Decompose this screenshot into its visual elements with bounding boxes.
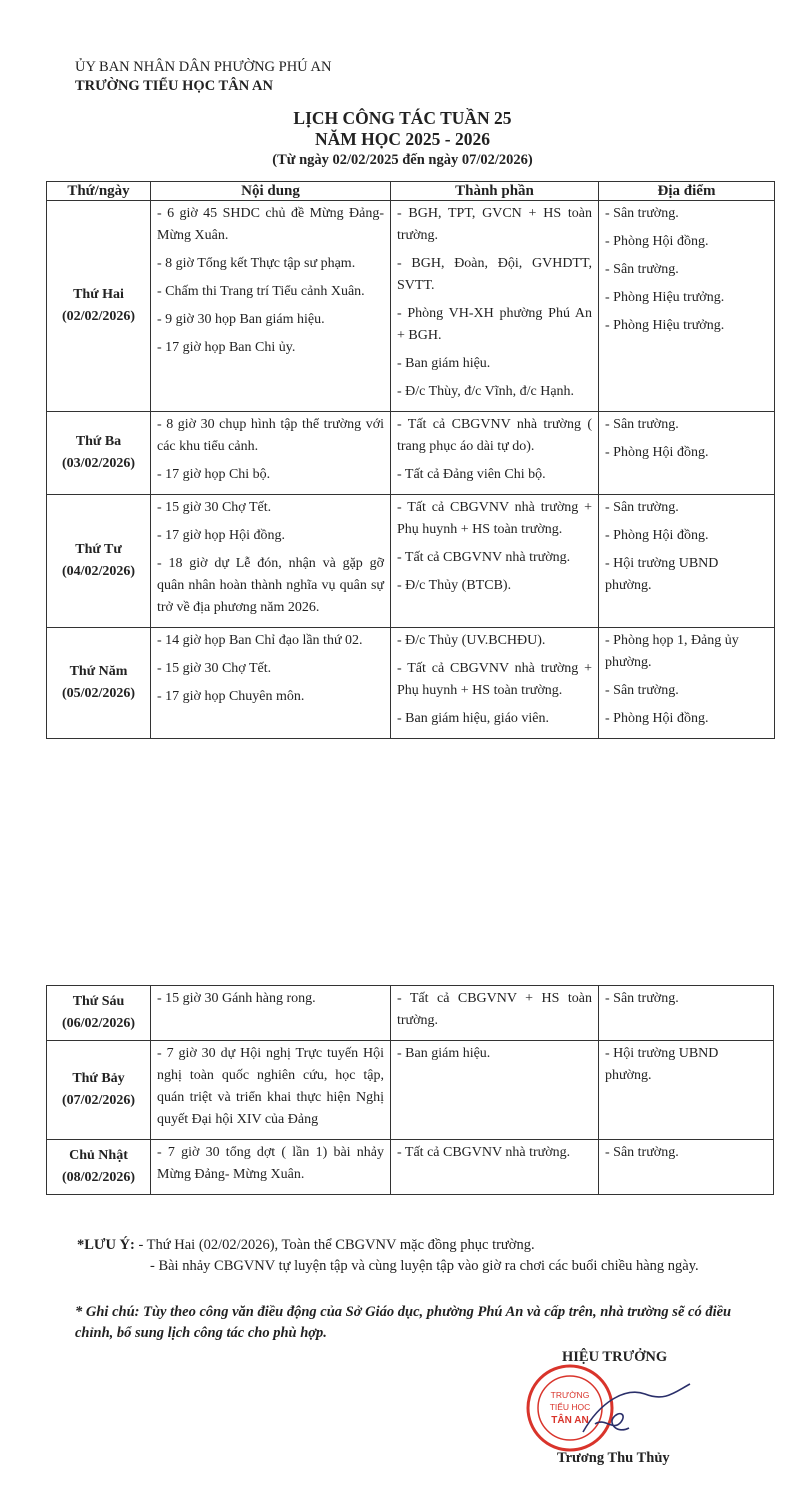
members-entry: - Đ/c Thủy (UV.BCHĐU). [397, 633, 546, 648]
day-date: (05/02/2026) [61, 686, 136, 701]
content-cell [151, 201, 391, 412]
table-header-row [47, 182, 775, 201]
seal-stamp-icon [528, 1366, 612, 1450]
content-entry: - 17 giờ họp Hội đồng. [157, 528, 285, 543]
members-entry: - Đ/c Thùy, đ/c Vĩnh, đ/c Hạnh. [397, 384, 575, 399]
organization-header [75, 58, 331, 96]
day-name: Chủ Nhật [69, 1148, 128, 1163]
members-cell [391, 628, 599, 739]
title-line-1: LỊCH CÔNG TÁC TUẦN 25 [293, 108, 512, 128]
day-date: (07/02/2026) [61, 1093, 136, 1108]
day-cell [47, 1140, 151, 1195]
day-row [47, 495, 775, 628]
place-entry: - Sân trường. [605, 1145, 679, 1160]
day-cell [47, 628, 151, 739]
members-entry: - BGH, Đoàn, Đội, GVHDTT, SVTT. [397, 256, 592, 293]
handwritten-signature [583, 1384, 690, 1432]
content-cell [151, 986, 391, 1041]
day-cell [47, 412, 151, 495]
signature-name: Trương Thu Thủy [557, 1450, 670, 1466]
content-entry: - 17 giờ họp Chuyên môn. [157, 689, 305, 704]
ghi-chu-note: * Ghi chú: Tùy theo công văn điều động của Sở Giáo dục, phường Phú An và cấp trên, nhà trường sẽ có điều chỉnh, bổ sung lịch công tác cho phù hợp. [75, 1304, 732, 1341]
place-cell [599, 1140, 774, 1195]
content-cell [151, 628, 391, 739]
place-entry: - Phòng Hội đồng. [605, 528, 709, 543]
day-date: (02/02/2026) [61, 309, 136, 324]
content-entry: - Chấm thi Trang trí Tiểu cảnh Xuân. [157, 284, 365, 299]
members-entry: - Tất cả CBGVNV + HS toàn trường. [397, 991, 592, 1028]
content-cell [151, 1140, 391, 1195]
header-day: Thứ/ngày [47, 182, 151, 201]
place-cell [599, 986, 774, 1041]
header-place: Địa điểm [599, 182, 775, 201]
members-cell [391, 986, 599, 1041]
document-title [0, 108, 805, 170]
org-line-2: TRƯỜNG TIỂU HỌC TÂN AN [75, 78, 273, 94]
title-line-2: NĂM HỌC 2025 - 2026 [315, 129, 490, 149]
place-cell [599, 201, 775, 412]
notes [77, 1235, 757, 1277]
schedule-table [46, 181, 775, 739]
day-name: Thứ Năm [69, 664, 128, 679]
place-entry: - Sân trường. [605, 262, 679, 277]
members-cell [391, 1041, 599, 1140]
day-cell [47, 201, 151, 412]
content-cell [151, 412, 391, 495]
members-entry: - Đ/c Thủy (BTCB). [397, 578, 512, 593]
members-entry: - Ban giám hiệu. [397, 1046, 491, 1061]
members-entry: - BGH, TPT, GVCN + HS toàn trường. [397, 206, 592, 243]
day-name: Thứ Hai [73, 287, 124, 302]
content-entry: - 15 giờ 30 Chợ Tết. [157, 500, 272, 515]
content-entry: - 8 giờ Tổng kết Thực tập sư phạm. [157, 256, 356, 271]
place-entry: - Sân trường. [605, 206, 679, 221]
content-cell [151, 495, 391, 628]
school-seal-signature [525, 1362, 695, 1454]
place-entry: - Hội trường UBND phường. [605, 556, 719, 593]
day-date: (03/02/2026) [61, 456, 136, 471]
seal-text-2: TIỂU HỌC [549, 1402, 591, 1412]
day-cell [47, 495, 151, 628]
place-entry: - Phòng Hội đồng. [605, 445, 709, 460]
content-entry: - 6 giờ 45 SHDC chủ đề Mừng Đảng- Mừng Xuân. [157, 206, 384, 243]
day-cell [47, 1041, 151, 1140]
place-cell [599, 1041, 774, 1140]
place-entry: - Sân trường. [605, 683, 679, 698]
content-entry: - 15 giờ 30 Chợ Tết. [157, 661, 272, 676]
content-entry: - 17 giờ họp Ban Chi ủy. [157, 340, 296, 355]
content-entry: - 7 giờ 30 tổng dợt ( lần 1) bài nhảy Mừng Đảng- Mừng Xuân. [157, 1145, 384, 1182]
day-date: (06/02/2026) [61, 1016, 136, 1031]
day-row [47, 201, 775, 412]
day-cell [47, 986, 151, 1041]
place-entry: - Sân trường. [605, 500, 679, 515]
place-entry: - Phòng Hội đồng. [605, 711, 709, 726]
day-row [47, 1140, 774, 1195]
day-date: (04/02/2026) [61, 564, 136, 579]
place-cell [599, 412, 775, 495]
notes-label: *LƯU Ý: [77, 1237, 135, 1253]
members-entry: - Tất cả CBGVNV nhà trường + Phụ huynh + HS toàn trường. [397, 500, 592, 537]
day-name: Thứ Bảy [72, 1071, 125, 1086]
note-line-2: - Bài nhảy CBGVNV tự luyện tập và cùng luyện tập vào giờ ra chơi các buổi chiều hàng ngày. [150, 1258, 699, 1274]
place-entry: - Hội trường UBND phường. [605, 1046, 719, 1083]
place-cell [599, 495, 775, 628]
content-entry: - 8 giờ 30 chụp hình tập thể trường với các khu tiểu cảnh. [157, 417, 384, 454]
day-name: Thứ Sáu [72, 994, 125, 1009]
members-entry: - Ban giám hiệu, giáo viên. [397, 711, 550, 726]
members-entry: - Tất cả CBGVNV nhà trường. [397, 1145, 571, 1160]
day-date: (08/02/2026) [61, 1170, 136, 1185]
members-cell [391, 201, 599, 412]
members-cell [391, 495, 599, 628]
day-row [47, 628, 775, 739]
place-entry: - Phòng Hiệu trưởng. [605, 318, 725, 333]
signature-title: HIỆU TRƯỞNG [562, 1349, 668, 1365]
members-entry: - Tất cả Đảng viên Chi bộ. [397, 467, 546, 482]
note-line-1: - Thứ Hai (02/02/2026), Toàn thể CBGVNV mặc đồng phục trường. [138, 1237, 535, 1253]
place-entry: - Phòng Hội đồng. [605, 234, 709, 249]
place-entry: - Phòng Hiệu trưởng. [605, 290, 725, 305]
members-cell [391, 1140, 599, 1195]
members-entry: - Phòng VH-XH phường Phú An + BGH. [397, 306, 592, 343]
content-entry: - 15 giờ 30 Gánh hàng rong. [157, 991, 316, 1006]
org-line-1: ỦY BAN NHÂN DÂN PHƯỜNG PHÚ AN [75, 59, 332, 75]
place-entry: - Phòng họp 1, Đảng ủy phường. [605, 633, 739, 670]
place-cell [599, 628, 775, 739]
content-entry: - 18 giờ dự Lễ đón, nhận và gặp gỡ quân nhân hoàn thành nghĩa vụ quân sự trở về địa phương năm 2026. [157, 556, 384, 615]
date-range: (Từ ngày 02/02/2025 đến ngày 07/02/2026) [272, 152, 533, 168]
members-entry: - Tất cả CBGVNV nhà trường ( trang phục áo dài tự do). [397, 417, 592, 454]
header-content: Nội dung [151, 182, 391, 201]
schedule-table-weekend [46, 985, 774, 1195]
content-entry: - 9 giờ 30 họp Ban giám hiệu. [157, 312, 325, 327]
place-entry: - Sân trường. [605, 417, 679, 432]
seal-text-1: TRƯỜNG [550, 1390, 590, 1400]
content-entry: - 14 giờ họp Ban Chỉ đạo lần thứ 02. [157, 633, 363, 648]
members-entry: - Tất cả CBGVNV nhà trường + Phụ huynh + HS toàn trường. [397, 661, 592, 698]
day-name: Thứ Tư [75, 542, 122, 557]
day-row [47, 412, 775, 495]
members-entry: - Tất cả CBGVNV nhà trường. [397, 550, 571, 565]
day-name: Thứ Ba [75, 434, 122, 449]
content-cell [151, 1041, 391, 1140]
members-entry: - Ban giám hiệu. [397, 356, 491, 371]
content-entry: - 7 giờ 30 dự Hội nghị Trực tuyến Hội nghị toàn quốc nghiên cứu, học tập, quán triệt và triển khai thực hiện Nghị quyết Đại hội XIV của Đảng [157, 1046, 384, 1127]
seal-text-3: TÂN AN [551, 1415, 589, 1426]
place-entry: - Sân trường. [605, 991, 679, 1006]
header-members: Thành phần [391, 182, 599, 201]
content-entry: - 17 giờ họp Chi bộ. [157, 467, 271, 482]
members-cell [391, 412, 599, 495]
day-row [47, 986, 774, 1041]
day-row [47, 1041, 774, 1140]
